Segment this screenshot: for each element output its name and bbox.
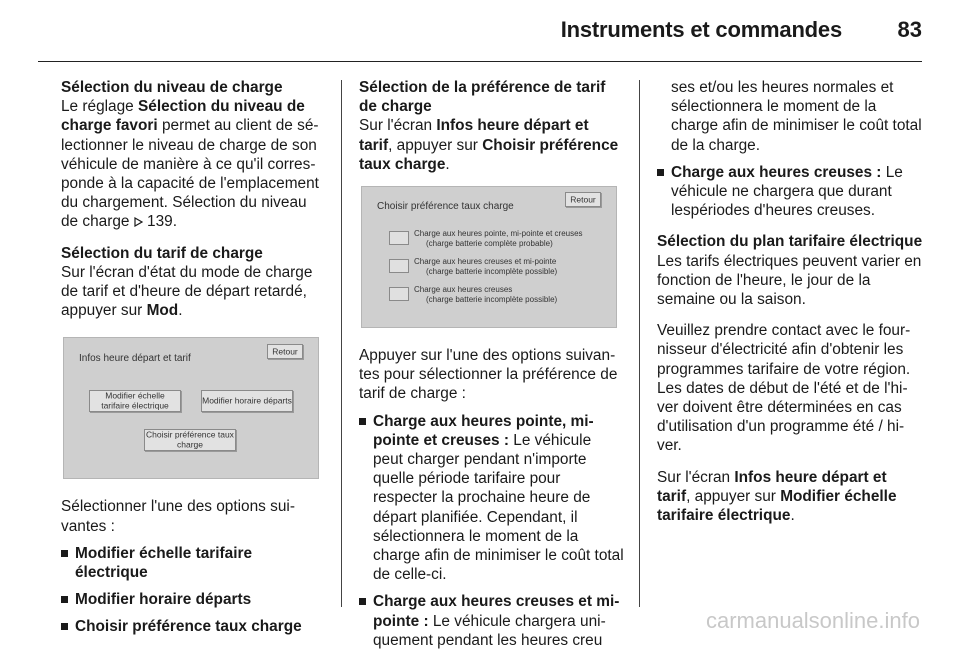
page-reference[interactable]: 139 [147, 213, 173, 231]
section-heading: Sélection du niveau de charge [61, 79, 283, 96]
bold-term: Modifier échelle tarifaire électrique [75, 544, 253, 582]
paragraph [61, 263, 327, 321]
bold-term: Sélection du niveau de charge favori [61, 98, 305, 135]
text: Charge aux heures creuses et mi-pointe [414, 257, 557, 267]
option-sub: (charge batterie incomplète possible) [426, 267, 558, 277]
button-label: Retour [570, 193, 596, 204]
text: Le véhicule peut charger pendant n'importe quelle période tarifaire pour respecter la prochaine heure de départ planifiée. Cependant, il sélectionnera le moment de la charge afin de minimiser le coût total de celle-ci. [373, 431, 624, 584]
header-rule [38, 61, 922, 62]
screen-option [389, 257, 602, 279]
screen-title: Choisir préférence taux charge [377, 201, 514, 213]
option-checkbox [389, 287, 409, 301]
option-checkbox [389, 259, 409, 273]
option-list [61, 544, 327, 637]
option-label [414, 285, 557, 305]
text: Sur l'écran [657, 468, 735, 486]
option-list [359, 412, 625, 650]
screen-image-infos-heure [63, 337, 319, 479]
screen-title: Infos heure départ et tarif [79, 353, 191, 365]
option-label [414, 229, 583, 249]
screen-image-choisir-preference [361, 186, 617, 328]
bold-term: Charge aux heures creuses : [671, 163, 882, 181]
paragraph [657, 468, 923, 526]
section-heading: Sélection du plan tarifaire électrique [657, 233, 923, 251]
option-label [414, 257, 557, 277]
column-1 [61, 78, 327, 645]
list-item [359, 412, 625, 585]
page-number: 83 [897, 17, 922, 42]
paragraph: Appuyer sur l'une des options suivantes pour sélectionner la préférence de tarif de charge : [359, 347, 618, 403]
bold-term: Charge aux heures creuses et mipointe : [373, 593, 620, 630]
button-label: Retour [272, 346, 298, 357]
column-2 [359, 78, 625, 658]
section-heading: Sélection du tarif de charge [61, 244, 263, 262]
bold-term: Mod [146, 302, 179, 320]
paragraph [61, 97, 327, 231]
text: Charge aux heures creuses [414, 285, 513, 295]
column-divider-1 [341, 80, 342, 607]
text: . [178, 302, 183, 320]
screen-button-scale [89, 390, 181, 412]
text: Charge aux heures pointe, mi-pointe et creuses [414, 229, 583, 239]
list-item [61, 544, 327, 582]
text: Sur l'écran d'état du mode de charge de tarif et d'heure de départ retardé, appuyer sur [61, 263, 313, 320]
paragraph: Les tarifs électriques peuvent varier en fonction de l'heure, le jour de la semaine ou la saison. [657, 252, 922, 309]
screen-option [389, 229, 602, 251]
screen-back-button [267, 344, 303, 359]
paragraph: Sélectionner l'une des options suivantes : [61, 498, 295, 535]
text: Le véhicule chargera uniquement pendant les heures creu [373, 612, 606, 649]
text: , appuyer sur [388, 136, 483, 154]
bold-term: Modifier horaire départs [75, 591, 252, 609]
screen-button-times [201, 390, 293, 412]
text: Le réglage [61, 98, 139, 116]
screen-back-button [565, 192, 601, 207]
bold-term: Choisir préférence taux charge [359, 136, 619, 173]
bold-term: Charge aux heures pointe, mipointe et creuses : [373, 412, 594, 449]
column-3 [657, 78, 923, 537]
list-item [61, 617, 327, 636]
paragraph: Veuillez prendre contact avec le fournisseur d'électricité afin d'obtenir les programmes tarifaire de votre région. Les dates de début de l'été et de l'hiver doivent être déterminées en cas d'utilisation d'un programme été / hiver. [657, 322, 911, 455]
paragraph [359, 116, 625, 174]
screen-option [389, 285, 602, 307]
option-sub: (charge batterie incomplète possible) [426, 295, 558, 305]
text: Le véhicule ne chargera que durant lespériodes d'heures creuses. [671, 163, 903, 220]
paragraph: ses et/ou les heures normales et sélectionnera le moment de la charge afin de minimiser le coût total de la charge. [671, 79, 922, 154]
text: . [445, 155, 450, 173]
button-label: Modifier échelle tarifaire électrique [101, 390, 169, 411]
option-checkbox [389, 231, 409, 245]
option-sub: (charge batterie complète probable) [426, 239, 553, 249]
bold-term: Modifier échelle tarifaire électrique [657, 487, 897, 525]
screen-button-pref [144, 429, 236, 451]
text: permet au client de sélectionner le niveau de charge de son véhicule de manière à ce qu'il corresponde à la capacité de l'emplacement du chargement. Sélection du niveau de charge [61, 117, 319, 231]
option-list [657, 163, 923, 221]
section-heading: Sélection de la préférence de tarif de charge [359, 79, 606, 116]
page-reference-icon[interactable] [134, 217, 143, 227]
column-divider-2 [639, 80, 640, 607]
button-label: Modifier horaire départs [202, 395, 292, 406]
text: Sur l'écran [359, 117, 437, 135]
page-header [0, 0, 960, 62]
list-item [61, 590, 327, 609]
text: . [172, 213, 177, 231]
text: , appuyer sur [686, 487, 781, 505]
list-item [359, 592, 625, 650]
bold-term: Infos heure départ et tarif [359, 117, 589, 154]
list-item [657, 163, 923, 221]
button-label: Choisir préférence taux charge [146, 429, 234, 450]
bold-term: Choisir préférence taux charge [75, 618, 302, 636]
watermark: carmanualsonline.info [705, 608, 920, 633]
text: . [790, 507, 795, 525]
bold-term: Infos heure départ et tarif [657, 468, 887, 505]
page-title: Instruments et commandes [560, 17, 842, 42]
